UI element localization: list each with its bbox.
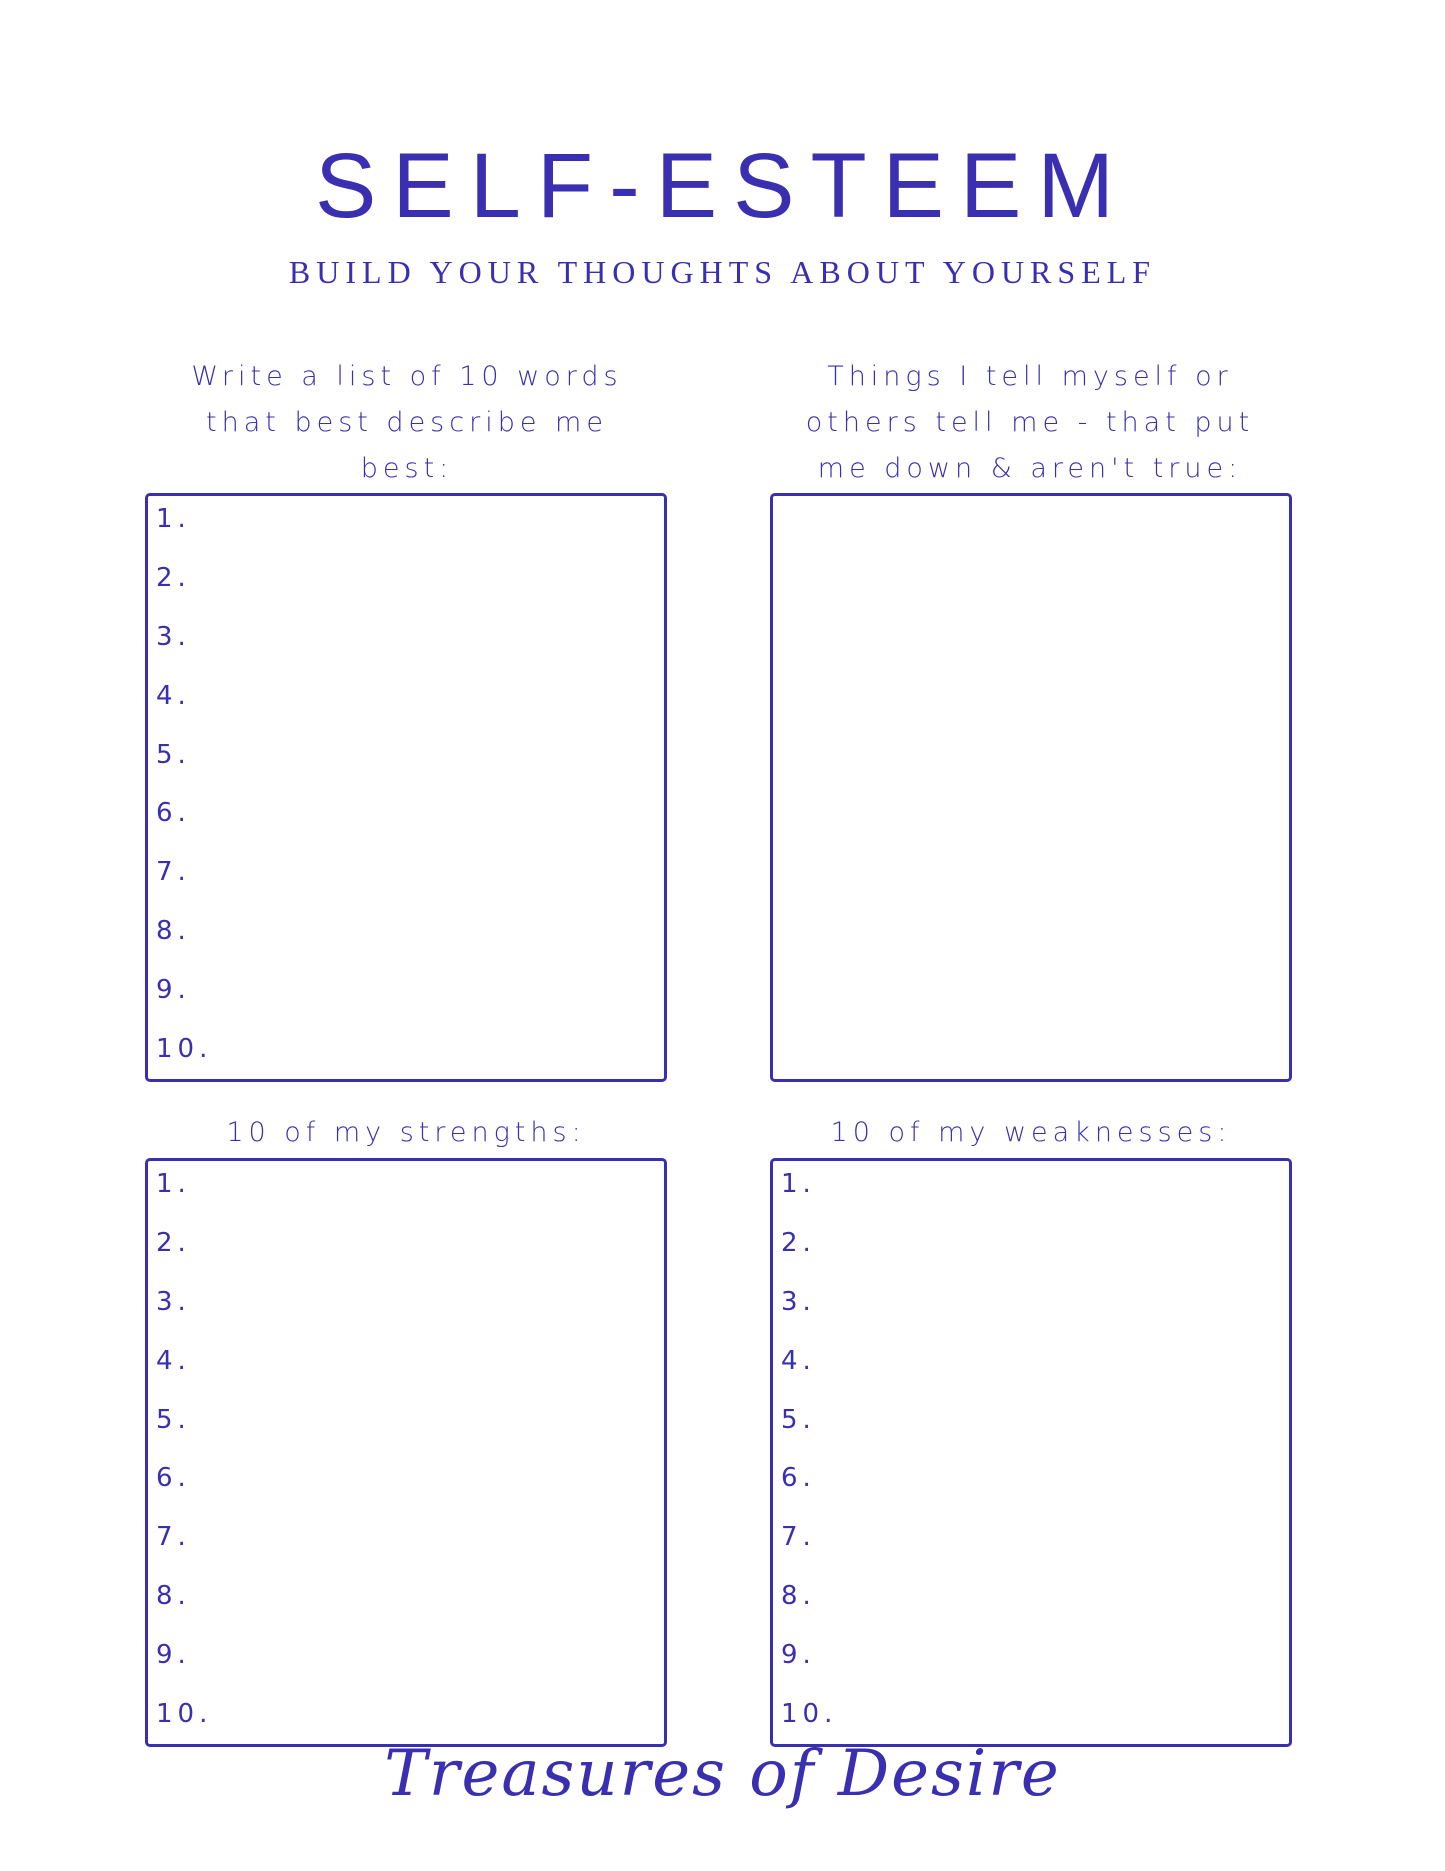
words-heading: Write a list of 10 words that best describe me best: [191,361,623,484]
list-item: 4. [156,680,191,711]
list-item: 5. [156,739,191,770]
list-item: 2. [156,1227,191,1258]
page-title: SELF-ESTEEM [314,135,1130,237]
list-item: 3. [781,1286,816,1317]
brand-signature: Treasures of Desire [384,1737,1061,1811]
list-item: 5. [781,1404,816,1435]
list-item: 10. [156,1034,213,1065]
list-item: 6. [156,798,191,829]
list-item: 9. [156,975,191,1006]
list-item: 9. [781,1640,816,1671]
list-item: 6. [156,1463,191,1494]
strengths-box[interactable] [145,1158,667,1747]
list-item: 5. [156,1404,191,1435]
weaknesses-list [781,1167,837,1756]
words-box[interactable] [145,493,667,1082]
page-subtitle: BUILD YOUR THOUGHTS ABOUT YOURSELF [288,254,1157,290]
list-item: 7. [156,1522,191,1553]
list-item: 8. [156,916,191,947]
list-item: 3. [156,1286,191,1317]
list-item: 7. [156,857,191,888]
list-item: 2. [781,1227,816,1258]
list-item: 3. [156,621,191,652]
list-item: 10. [781,1699,838,1730]
list-item: 8. [156,1581,191,1612]
weaknesses-heading: 10 of my weaknesses: [830,1117,1232,1148]
list-item: 7. [781,1522,816,1553]
list-item: 1. [781,1169,816,1199]
weaknesses-box[interactable] [770,1158,1292,1747]
put-downs-box[interactable] [770,493,1292,1082]
list-item: 4. [781,1345,816,1376]
put-downs-heading: Things I tell myself or others tell me - that put me down & aren't true: [805,361,1255,484]
strengths-heading: 10 of my strengths: [226,1117,586,1148]
list-item: 9. [156,1640,191,1671]
list-item: 8. [781,1581,816,1612]
list-item: 1. [156,504,191,534]
list-item: 6. [781,1463,816,1494]
list-item: 4. [156,1345,191,1376]
strengths-list [156,1167,212,1756]
list-item: 10. [156,1699,213,1730]
words-list [156,502,212,1091]
list-item: 1. [156,1169,191,1199]
list-item: 2. [156,562,191,593]
